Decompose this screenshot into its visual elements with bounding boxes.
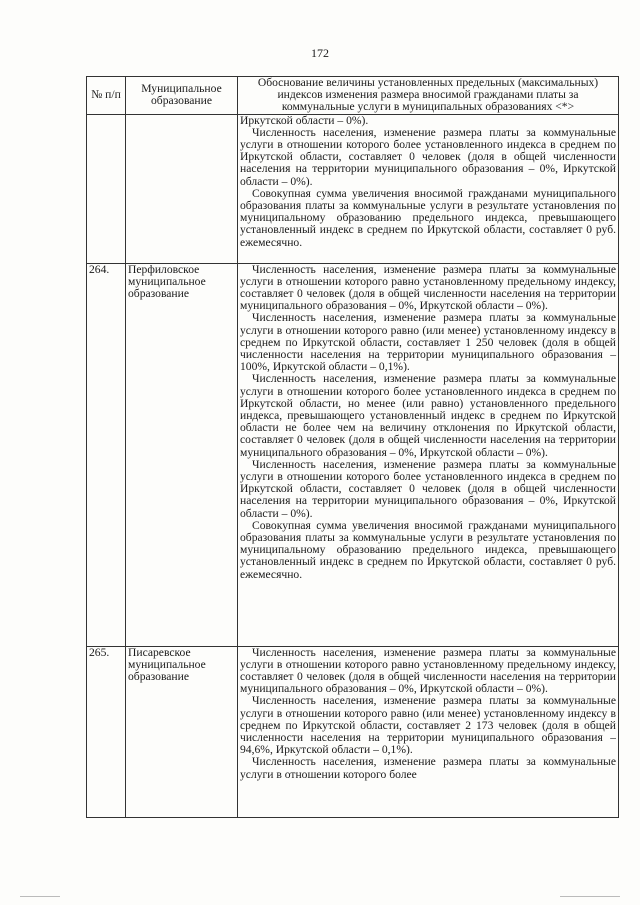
municipality-name: Писаревское муниципальное образование [126, 646, 238, 817]
paragraph: Численность населения, изменение размера платы за коммунальные услуги в отношении которого равно (или менее) установленному индексу в среднем по Иркутской области, составляет 1 250 человек (доля в общей численности населения на территории муниципального образования – 100%, Иркутской области – 0,1%). [240, 311, 616, 374]
justification-cell [238, 263, 619, 646]
paragraph: Численность населения, изменение размера платы за коммунальные услуги в отношении которого более [240, 755, 616, 781]
scan-edge-line [20, 896, 60, 897]
paragraph: Численность населения, изменение размера платы за коммунальные услуги в отношении которого более установленного индекса в среднем по Иркутской области, составляет 0 человек (доля в общей численности населения на территории муниципального образования – 0%, Иркутской области – 0%). [240, 457, 616, 520]
header-municipality: Муниципальное образование [126, 77, 238, 115]
paragraph: Численность населения, изменение размера платы за коммунальные услуги в отношении которого равно установленному предельному индексу, составляет 0 человек (доля в общей численности населения на территории муниципального образования – 0%, Иркутской области – 0%). [240, 646, 616, 696]
header-justification: Обоснование величины установленных предельных (максимальных) индексов изменения размера вносимой гражданами платы за коммунальные услуги в муниципальных образованиях <*> [238, 77, 619, 115]
row-number: 264. [87, 263, 126, 646]
paragraph: Совокупная сумма увеличения вносимой гражданами муниципального образования платы за коммунальные услуги в результате установления по муниципальному образованию предельного индекса, превышающего установленный индекс в среднем по Иркутской области, составляет 0 руб. ежемесячно. [240, 186, 616, 249]
paragraph: Численность населения, изменение размера платы за коммунальные услуги в отношении которого равно (или менее) установленному индексу в среднем по Иркутской области, составляет 2 173 человек (доля в общей численности населения на территории муниципального образования – 94,6%, Иркутской области – 0,1%). [240, 694, 616, 757]
justification-cell [238, 114, 619, 263]
paragraph: Численность населения, изменение размера платы за коммунальные услуги в отношении которого более установленного индекса в среднем по Иркутской области, но менее (или равно) установленного предельного индекса, превышающего установленный индекс в среднем по Иркутской области не более чем на величину отклонения по Иркутской области, составляет 0 человек (доля в общей численности населения на территории муниципального образования – 0%, Иркутской области – 0%). [240, 372, 616, 459]
scan-edge-line [560, 896, 620, 897]
header-number: № п/п [87, 77, 126, 115]
paragraph: Численность населения, изменение размера платы за коммунальные услуги в отношении которого равно установленному предельному индексу, составляет 0 человек (доля в общей численности населения на территории муниципального образования – 0%, Иркутской области – 0%). [240, 262, 616, 313]
municipality-name: Перфиловское муниципальное образование [126, 263, 238, 646]
table-row [87, 114, 619, 263]
row-number: 265. [87, 646, 126, 817]
municipality-name [126, 114, 238, 263]
index-justification-table [86, 76, 619, 818]
paragraph: Иркутской области – 0%). [240, 113, 369, 127]
paragraph: Численность населения, изменение размера платы за коммунальные услуги в отношении которого более установленного индекса в среднем по Иркутской области, составляет 0 человек (доля в общей численности населения на территории муниципального образования – 0%, Иркутской области – 0%). [240, 125, 616, 188]
justification-cell [238, 646, 619, 817]
paragraph: Совокупная сумма увеличения вносимой гражданами муниципального образования платы за коммунальные услуги в результате установления по муниципальному образованию предельного индекса, превышающего установленный индекс в среднем по Иркутской области, составляет 0 руб. ежемесячно. [240, 518, 616, 581]
table-header-row [87, 77, 619, 115]
page-number: 172 [311, 46, 329, 60]
row-number [87, 114, 126, 263]
table-row [87, 263, 619, 646]
table-row [87, 646, 619, 817]
